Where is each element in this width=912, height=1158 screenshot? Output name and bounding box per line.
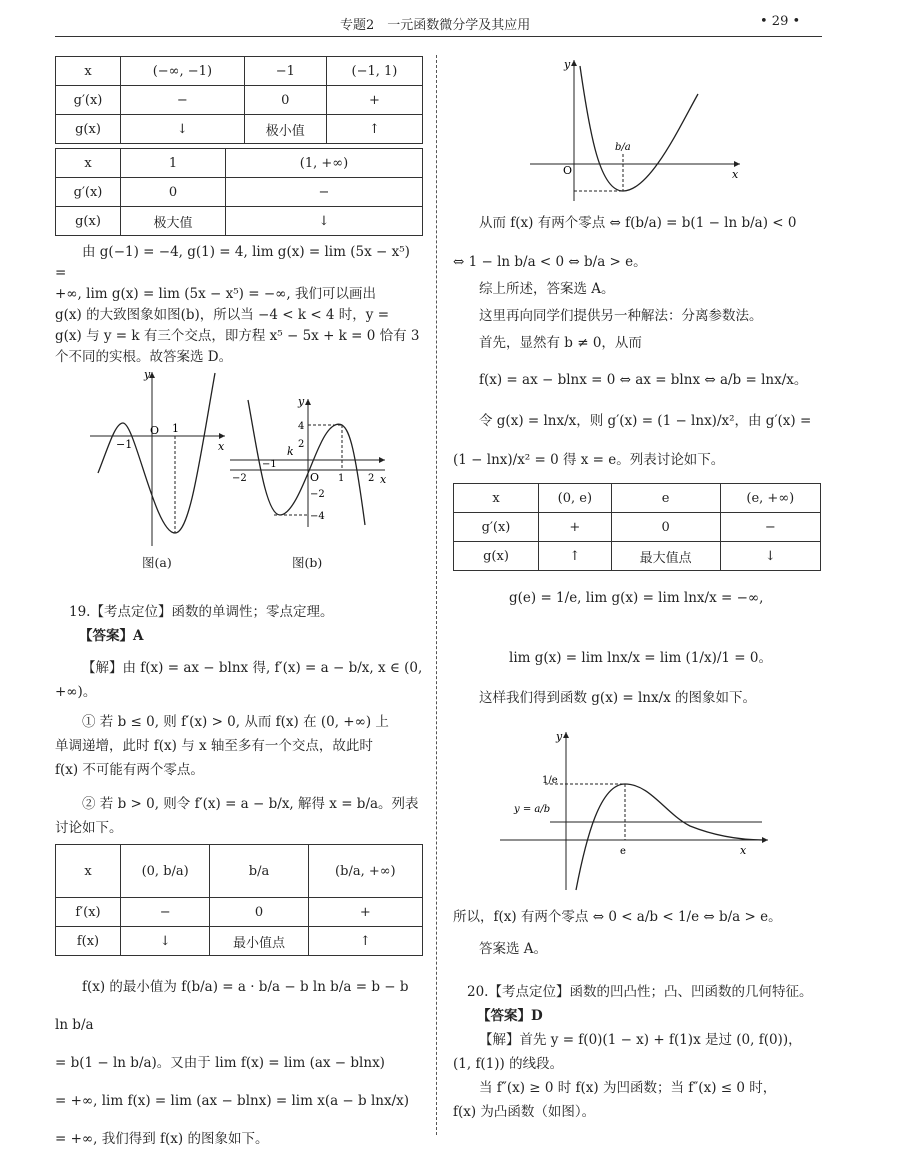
table-cell: g(x) xyxy=(56,115,121,144)
paragraph-min-value xyxy=(55,968,425,1158)
table-f xyxy=(55,844,423,956)
answer-label: 【答案】A xyxy=(79,628,144,644)
b-over-a-label: b/a xyxy=(615,142,631,153)
tick-label: −2 xyxy=(310,489,325,500)
table-cell: − xyxy=(121,898,210,927)
table-cell: (1, +∞) xyxy=(226,149,423,178)
tick-label: 2 xyxy=(368,473,375,484)
table-cell: 1 xyxy=(121,149,226,178)
text-line: f(x) 不可能有两个零点。 xyxy=(55,762,204,778)
text-line: 个不同的实根。故答案选 D。 xyxy=(55,349,233,365)
answer-label: 【答案】D xyxy=(477,1008,543,1024)
table-cell: g(x) xyxy=(454,542,539,571)
tick-label: −2 xyxy=(232,473,247,484)
table-g-part1 xyxy=(55,56,423,144)
table-cell: x xyxy=(56,57,121,86)
tick-label: 1 xyxy=(172,422,179,435)
text-line: f(x) = ax − blnx = 0 ⇔ ax = blnx ⇔ a/b = lnx/x。 xyxy=(479,372,808,388)
text-line: g(e) = 1/e, lim g(x) = lim lnx/x = −∞, xyxy=(509,590,764,606)
table-cell: f′(x) xyxy=(56,898,121,927)
table-cell: (0, e) xyxy=(539,484,612,513)
header-title: 专题2 一元函数微分学及其应用 xyxy=(340,18,531,33)
table-row xyxy=(56,149,423,178)
text-line: 【解】由 f(x) = ax − blnx 得, f′(x) = a − b/x, x ∈ (0, xyxy=(82,660,423,676)
tick-label: 1 xyxy=(338,473,345,484)
table1 xyxy=(55,56,423,144)
table-cell: ↓ xyxy=(226,207,423,236)
text-line: +∞)。 xyxy=(55,684,97,700)
tick-label: −1 xyxy=(262,459,277,470)
axis-label-x: x xyxy=(380,473,387,486)
text-line: g(x) 的大致图象如图(b)，所以当 −4 < k < 4 时，y = xyxy=(55,307,390,323)
question-20 xyxy=(453,980,823,1124)
table-row xyxy=(56,115,423,144)
text-line: 这里再向同学们提供另一种解法：分离参数法。 xyxy=(479,308,763,324)
question-title: 20.【考点定位】函数的凹凸性；凸、凹函数的几何特征。 xyxy=(467,984,813,1000)
text-line: 当 f″(x) ≥ 0 时 f(x) 为凹函数；当 f″(x) ≤ 0 时， xyxy=(479,1080,777,1096)
text-line: ① 若 b ≤ 0, 则 f′(x) > 0, 从而 f(x) 在 (0, +∞) 上 xyxy=(82,714,389,730)
table-row xyxy=(454,484,821,513)
table-cell: − xyxy=(720,513,820,542)
one-over-e-label: 1/e xyxy=(542,775,558,786)
page-header xyxy=(0,12,912,40)
table-cell: (b/a, +∞) xyxy=(308,845,422,898)
question-title: 19.【考点定位】函数的单调性；零点定理。 xyxy=(69,604,334,620)
figure-a-caption: 图(a) xyxy=(142,555,172,570)
table-cell: + xyxy=(326,86,422,115)
table-cell: ↑ xyxy=(308,927,422,956)
table-cell: b/a xyxy=(210,845,308,898)
figure-g-graph xyxy=(500,728,775,893)
text-line: 答案选 A。 xyxy=(479,941,548,957)
column-divider xyxy=(436,55,437,1135)
paragraph-limits xyxy=(453,585,823,711)
table-row xyxy=(454,513,821,542)
figure-b xyxy=(230,395,390,530)
table-row xyxy=(56,927,423,956)
table-cell: ↑ xyxy=(326,115,422,144)
table-cell: 最大值点 xyxy=(611,542,720,571)
table-cell: − xyxy=(121,86,245,115)
table2 xyxy=(55,148,423,236)
text-line: 令 g(x) = lnx/x，则 g′(x) = (1 − lnx)/x²，由 g′(x) = xyxy=(479,413,812,429)
text-line: 从而 f(x) 有两个零点 ⇔ f(b/a) = b(1 − ln b/a) < 0 xyxy=(479,215,797,231)
header-rule xyxy=(55,36,822,37)
text-line: 所以，f(x) 有两个零点 ⇔ 0 < a/b < 1/e ⇔ b/a > e。 xyxy=(453,909,782,925)
text-line: ⇔ 1 − ln b/a < 0 ⇔ b/a > e。 xyxy=(453,254,647,270)
table-cell: ↓ xyxy=(720,542,820,571)
text-line: = +∞, lim f(x) = lim (ax − blnx) = lim x(a − b lnx/x) xyxy=(55,1093,410,1109)
table-cell: ↓ xyxy=(121,927,210,956)
table-row xyxy=(56,898,423,927)
table-cell: x xyxy=(56,845,121,898)
table-cell: ↓ xyxy=(121,115,245,144)
tick-label: −1 xyxy=(116,438,133,451)
table4 xyxy=(453,483,821,571)
table-cell: −1 xyxy=(244,57,326,86)
figure-b-caption: 图(b) xyxy=(292,555,323,570)
table-cell: g′(x) xyxy=(56,178,121,207)
text-line: 【解】首先 y = f(0)(1 − x) + f(1)x 是过 (0, f(0))， xyxy=(479,1032,802,1048)
axis-label-x: x xyxy=(740,844,747,857)
table-g-part2 xyxy=(55,148,423,236)
table-cell: (0, b/a) xyxy=(121,845,210,898)
figure-f-graph xyxy=(530,56,745,206)
text-line: = +∞, 我们得到 f(x) 的图象如下。 xyxy=(55,1131,269,1147)
text-line: lim g(x) = lim lnx/x = lim (1/x)/1 = 0。 xyxy=(509,650,772,666)
question-19 xyxy=(55,600,425,840)
axis-label-x: x xyxy=(218,440,225,453)
table-cell: 0 xyxy=(121,178,226,207)
text-line: ② 若 b > 0, 则令 f′(x) = a − b/x, 解得 x = b/a。列表 xyxy=(82,796,419,812)
paragraph-g-analysis xyxy=(55,242,425,368)
table-cell: x xyxy=(454,484,539,513)
table-row xyxy=(56,845,423,898)
table-row xyxy=(56,57,423,86)
text-line: 综上所述，答案选 A。 xyxy=(479,281,615,297)
text-line: f(x) 的最小值为 f(b/a) = a · b/a − b ln b/a = b − b ln b/a xyxy=(55,979,409,1033)
table3 xyxy=(55,844,423,956)
table-cell: 最小值点 xyxy=(210,927,308,956)
text-line: = b(1 − ln b/a)。又由于 lim f(x) = lim (ax − blnx) xyxy=(55,1055,385,1071)
table-cell: + xyxy=(308,898,422,927)
table-cell: (−1, 1) xyxy=(326,57,422,86)
text-line: 这样我们得到函数 g(x) = lnx/x 的图象如下。 xyxy=(479,690,757,706)
paragraph-zeros xyxy=(453,210,823,474)
origin-label: O xyxy=(563,164,573,177)
table-cell: − xyxy=(226,178,423,207)
table-row xyxy=(56,207,423,236)
table-row xyxy=(454,542,821,571)
table-cell: f(x) xyxy=(56,927,121,956)
table-cell: ↑ xyxy=(539,542,612,571)
axis-label-y: y xyxy=(556,730,563,743)
table-cell: 极大值 xyxy=(121,207,226,236)
table-g-ln xyxy=(453,483,821,571)
text-line: 首先，显然有 b ≠ 0，从而 xyxy=(479,335,642,351)
table-cell: e xyxy=(611,484,720,513)
text-line: +∞, lim g(x) = lim (5x − x⁵) = −∞, 我们可以画出 xyxy=(55,286,376,302)
table-cell: g(x) xyxy=(56,207,121,236)
table-cell: 0 xyxy=(210,898,308,927)
tick-label: 4 xyxy=(298,421,305,432)
tick-label: 2 xyxy=(298,439,305,450)
table-row xyxy=(56,178,423,207)
origin-label: O xyxy=(150,424,160,437)
text-line: 单调递增，此时 f(x) 与 x 轴至多有一个交点，故此时 xyxy=(55,738,373,754)
axis-label-y: y xyxy=(298,395,305,408)
table-cell: x xyxy=(56,149,121,178)
table-cell: + xyxy=(539,513,612,542)
table-cell: g′(x) xyxy=(56,86,121,115)
figure-a xyxy=(90,368,230,548)
text-line: (1 − lnx)/x² = 0 得 x = e。列表讨论如下。 xyxy=(453,452,725,468)
k-label: k xyxy=(287,445,294,458)
text-line: 由 g(−1) = −4, g(1) = 4, lim g(x) = lim (5x − x⁵) = xyxy=(55,244,410,281)
table-cell: 极小值 xyxy=(244,115,326,144)
text-line: g(x) 与 y = k 有三个交点，即方程 x⁵ − 5x + k = 0 恰有 3 xyxy=(55,328,420,344)
tick-label: −4 xyxy=(310,511,325,522)
table-row xyxy=(56,86,423,115)
text-line: 讨论如下。 xyxy=(55,820,123,836)
paragraph-conclusion-19 xyxy=(453,903,823,963)
table-cell: 0 xyxy=(611,513,720,542)
y-equals-a-over-b-label: y = a/b xyxy=(514,804,551,815)
origin-label: O xyxy=(310,471,320,484)
axis-label-y: y xyxy=(144,368,151,381)
table-cell: g′(x) xyxy=(454,513,539,542)
text-line: f(x) 为凸函数（如图）。 xyxy=(453,1104,596,1120)
axis-label-y: y xyxy=(564,58,571,71)
text-line: (1, f(1)) 的线段。 xyxy=(453,1056,564,1072)
table-cell: (e, +∞) xyxy=(720,484,820,513)
table-cell: 0 xyxy=(244,86,326,115)
axis-label-x: x xyxy=(732,168,739,181)
table-cell: (−∞, −1) xyxy=(121,57,245,86)
tick-label: e xyxy=(620,846,626,857)
page-number: • 29 • xyxy=(760,14,801,29)
